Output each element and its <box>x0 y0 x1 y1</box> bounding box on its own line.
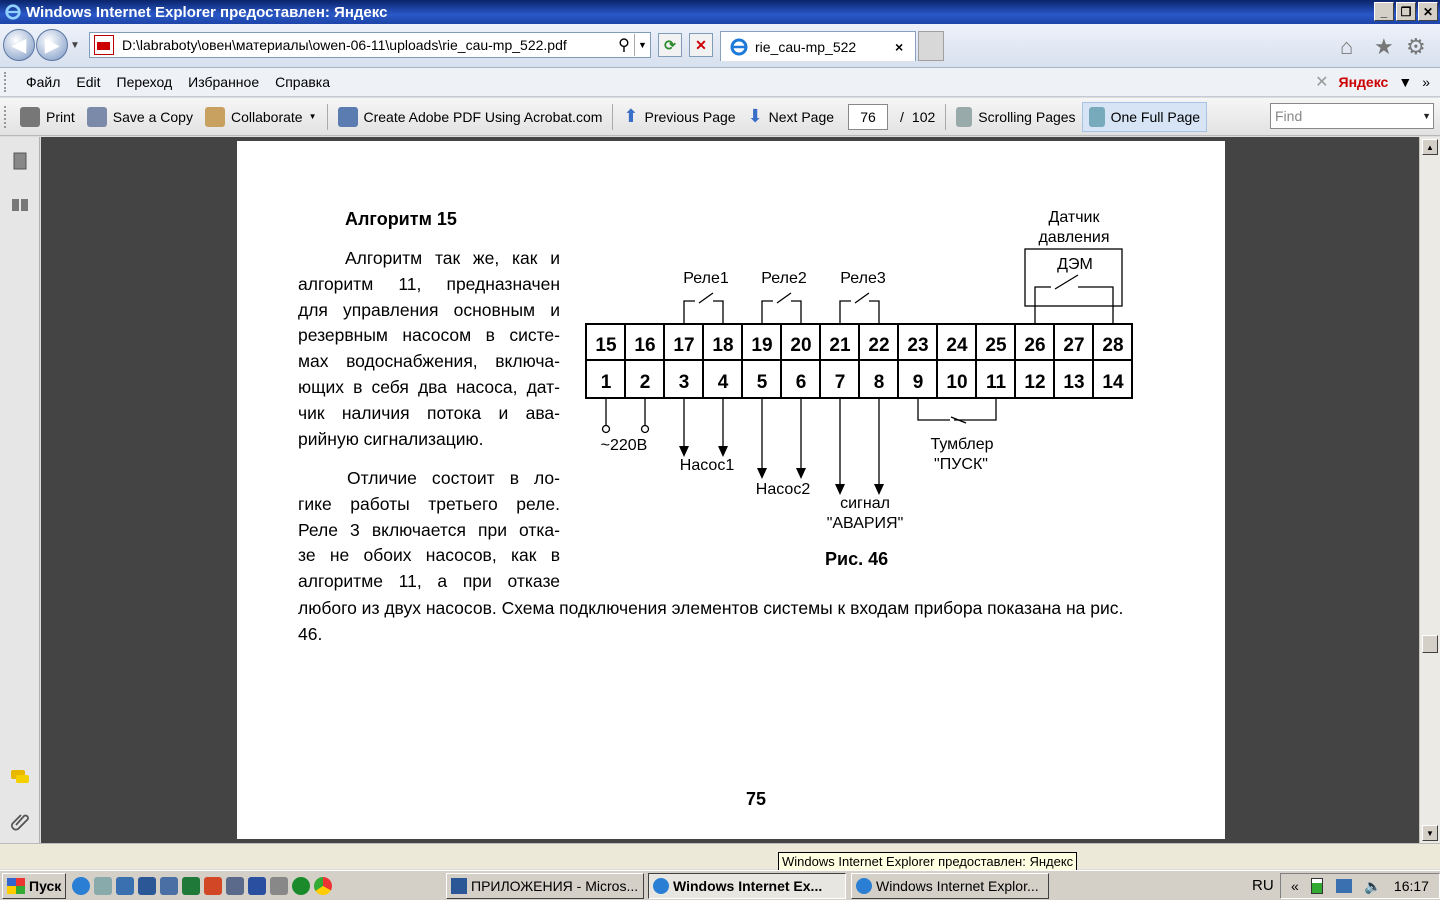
terminal-top-17: 17 <box>673 335 695 356</box>
terminal-top-19: 19 <box>751 335 773 356</box>
text-line: Отличие состоит в ло- <box>347 468 560 488</box>
scroll-thumb[interactable] <box>1422 635 1438 653</box>
find-placeholder: Find <box>1275 108 1303 124</box>
terminal-bottom-7: 7 <box>834 372 846 393</box>
terminal-bottom-9: 9 <box>912 372 924 393</box>
vertical-scrollbar[interactable] <box>1419 137 1440 843</box>
text-line: мах водоснабжения, включа- <box>298 351 560 372</box>
sensor-box-label: ДЭМ <box>1057 256 1093 273</box>
scroll-up-icon[interactable]: ▲ <box>1422 139 1438 155</box>
text-line: для управления основным и <box>298 299 560 320</box>
tab-close-icon[interactable]: × <box>895 38 904 55</box>
document-viewer[interactable] <box>41 137 1419 843</box>
close-toolbar-icon[interactable]: ✕ <box>1315 74 1329 91</box>
language-indicator[interactable]: RU <box>1252 877 1274 894</box>
text-line: алгоритме 11, а при отказе <box>298 571 560 592</box>
ie-task-icon <box>856 878 872 894</box>
next-page-button[interactable] <box>742 102 840 132</box>
excel-icon[interactable] <box>182 877 200 895</box>
history-dropdown-icon[interactable]: ▼ <box>70 40 80 51</box>
previous-page-button[interactable] <box>617 102 741 132</box>
word-icon[interactable] <box>138 877 156 895</box>
collaborate-dropdown-icon: ▼ <box>308 112 317 121</box>
text-line: Реле 3 включается при отка- <box>298 519 560 540</box>
attachments-paperclip-icon[interactable] <box>10 811 30 831</box>
switch-label-line1: Тумблер <box>930 436 994 453</box>
terminal-top-23: 23 <box>907 335 929 356</box>
acrobat-com-icon <box>338 107 358 127</box>
scrolling-pages-button[interactable] <box>950 102 1081 132</box>
save-copy-label: Save a Copy <box>112 108 193 125</box>
alarm-label-line1: сигнал <box>840 495 890 512</box>
terminal-bottom-8: 8 <box>873 372 885 393</box>
terminal-bottom-3: 3 <box>678 372 690 393</box>
toolbar-divider <box>945 104 946 130</box>
power-terminal-2 <box>642 426 649 433</box>
relay3-label: Реле3 <box>840 270 886 287</box>
yandex-dropdown-icon[interactable]: ▼ <box>1398 74 1413 90</box>
terminal-bottom-14: 14 <box>1102 372 1124 393</box>
pump1-arrow-a <box>679 446 689 457</box>
terminal-top-27: 27 <box>1063 335 1085 356</box>
taskbar-item-ie[interactable] <box>851 873 1049 899</box>
restore-button[interactable]: ❐ <box>1396 2 1416 21</box>
system-tray <box>1280 873 1440 899</box>
menu-file[interactable]: Файл <box>26 74 61 90</box>
battery-icon[interactable] <box>1311 878 1323 894</box>
algorithm-heading: Алгоритм 15 <box>345 209 457 229</box>
taskbar-item-label: Windows Internet Ex... <box>673 878 823 894</box>
sensor-label-line2: давления <box>1038 229 1110 246</box>
relay1-label: Реле1 <box>683 270 729 287</box>
terminal-bottom-10: 10 <box>946 372 968 393</box>
quick-launch <box>72 877 332 895</box>
address-dropdown-icon[interactable]: ▼ <box>634 34 650 56</box>
pdf-file-icon <box>94 35 114 55</box>
terminal-top-21: 21 <box>829 335 851 356</box>
network-icon[interactable] <box>1336 879 1352 893</box>
navigation-bar <box>0 24 1440 68</box>
menu-go[interactable]: Переход <box>116 74 173 90</box>
window-titlebar[interactable] <box>0 0 1440 24</box>
print-label: Print <box>46 108 75 125</box>
navigation-panel <box>0 137 40 843</box>
relay2-contact <box>762 293 801 324</box>
total-pages: 102 <box>911 108 936 125</box>
address-url[interactable]: D:\labraboty\овен\материалы\owen-06-11\uploads\rie_cau-mp_522.pdf <box>122 37 567 53</box>
text-line: чик наличия потока и ава- <box>298 402 560 423</box>
paragraph-1 <box>298 246 560 452</box>
taskbar-item-word[interactable] <box>446 873 644 899</box>
torrent-icon[interactable] <box>292 877 310 895</box>
home-icon[interactable]: ⌂ <box>1340 34 1354 59</box>
windows-flag-icon <box>7 878 25 894</box>
terminal-top-25: 25 <box>985 335 1007 356</box>
minimize-button[interactable]: _ <box>1374 2 1394 21</box>
acrobat-toolbar <box>0 98 1440 136</box>
figure-caption: Рис. 46 <box>825 549 889 569</box>
terminal-bottom-13: 13 <box>1063 372 1085 393</box>
word-doc-icon <box>451 878 467 894</box>
relay2-label: Реле2 <box>761 270 807 287</box>
text-line: ющих в себя два насоса, дат- <box>298 376 560 397</box>
back-arrow-icon: ◀ <box>12 34 26 55</box>
tool-icon[interactable] <box>270 877 288 895</box>
ie-tab-icon <box>729 37 749 57</box>
ie-quicklaunch-icon[interactable] <box>72 877 90 895</box>
terminal-top-28: 28 <box>1102 335 1124 356</box>
new-tab-button[interactable] <box>918 31 944 61</box>
terminal-bottom-2: 2 <box>639 372 651 393</box>
pump2-arrow-a <box>757 468 767 479</box>
pages-panel-icon[interactable] <box>10 151 30 171</box>
terminal-top-18: 18 <box>712 335 734 356</box>
pump2-arrow-b <box>796 468 806 479</box>
terminal-bottom-1: 1 <box>600 372 612 393</box>
toolbar-grip[interactable] <box>4 72 8 92</box>
start-button[interactable] <box>2 873 66 899</box>
pressure-sensor-contact <box>1035 275 1113 324</box>
menu-bar <box>0 68 1440 97</box>
yandex-toolbar <box>1315 68 1430 96</box>
collaborate-button[interactable] <box>199 102 323 132</box>
publisher-icon[interactable] <box>226 877 244 895</box>
text-line: гике работы третьего реле. <box>298 493 560 514</box>
terminal-top-15: 15 <box>595 335 617 356</box>
text-line: алгоритм 11, предназначен <box>298 273 560 294</box>
taskbar-item-label: ПРИЛОЖЕНИЯ - Micros... <box>471 878 639 894</box>
collaborate-label: Collaborate <box>230 108 303 125</box>
chrome-icon[interactable] <box>314 877 332 895</box>
start-switch-wires <box>918 398 996 420</box>
stop-button[interactable] <box>689 33 713 57</box>
start-label: Пуск <box>29 877 62 894</box>
yandex-brand[interactable]: Яндекс <box>1338 74 1389 90</box>
terminal-bottom-5: 5 <box>756 372 768 393</box>
collaborate-icon <box>205 107 225 127</box>
down-arrow-icon: ⬇ <box>747 106 763 126</box>
page-separator: / <box>900 108 904 125</box>
terminal-top-16: 16 <box>634 335 656 356</box>
page-number: 75 <box>746 789 767 809</box>
taskbar-item-ie-active[interactable] <box>648 873 846 899</box>
paragraph-2 <box>298 466 560 595</box>
terminal-top-22: 22 <box>868 335 890 356</box>
visio-icon[interactable] <box>248 877 266 895</box>
menu-help[interactable]: Справка <box>275 74 331 90</box>
wiring-diagram <box>573 199 1133 539</box>
one-full-page-button[interactable] <box>1082 102 1208 132</box>
taskbar <box>0 870 1440 900</box>
menu-favorites[interactable]: Избранное <box>188 74 260 90</box>
terminal-bottom-11: 11 <box>985 372 1007 393</box>
taskbar-item-label: Windows Internet Explor... <box>876 878 1039 894</box>
scrolling-pages-label: Scrolling Pages <box>978 108 1076 125</box>
pump1-label: Насос1 <box>679 457 735 474</box>
save-disk-icon <box>87 107 107 127</box>
address-bar[interactable] <box>89 32 651 58</box>
pdf-page <box>237 141 1225 839</box>
media-icon[interactable] <box>116 877 134 895</box>
power-terminal-1 <box>603 426 610 433</box>
print-button[interactable] <box>14 102 81 132</box>
show-desktop-icon[interactable] <box>94 877 112 895</box>
page-number-input[interactable]: 76 <box>848 104 888 130</box>
forward-arrow-icon: ▶ <box>45 34 59 55</box>
printer-icon <box>20 107 40 127</box>
alarm-label-line2: "АВАРИЯ" <box>826 515 904 532</box>
forward-button[interactable] <box>36 29 68 61</box>
stop-icon: ✕ <box>695 36 707 53</box>
terminal-bottom-12: 12 <box>1024 372 1046 393</box>
terminal-top-20: 20 <box>790 335 812 356</box>
volume-icon[interactable]: 🔈 <box>1364 877 1382 894</box>
clock: 16:17 <box>1393 878 1429 894</box>
toolbar-divider <box>612 104 613 130</box>
terminal-bottom-4: 4 <box>717 372 729 393</box>
ie-logo-icon <box>4 3 22 21</box>
refresh-icon: ⟳ <box>664 36 676 53</box>
create-pdf-button[interactable] <box>332 102 609 132</box>
alarm-arrow-b <box>874 484 884 495</box>
paragraph-2-tail: любого из двух насосов. Схема подключения элементов системы к входам прибора показана на рис. 46. <box>298 598 1124 644</box>
previous-page-label: Previous Page <box>644 108 736 125</box>
power-label: ~220В <box>600 437 648 454</box>
refresh-button[interactable] <box>658 33 682 57</box>
toolbar-divider <box>327 104 328 130</box>
bookmarks-panel-icon[interactable] <box>10 195 30 215</box>
text-line: резервным насосом в систе- <box>298 325 560 346</box>
one-full-page-label: One Full Page <box>1110 108 1201 125</box>
alarm-arrow-a <box>835 484 845 495</box>
outlook-icon[interactable] <box>160 877 178 895</box>
comments-panel-icon[interactable] <box>10 767 30 787</box>
browser-tab[interactable] <box>720 31 916 61</box>
find-dropdown-icon[interactable]: ▼ <box>1422 111 1431 121</box>
next-page-label: Next Page <box>768 108 835 125</box>
tray-expand-chevron[interactable]: « <box>1291 878 1299 894</box>
window-title: Windows Internet Explorer предоставлен: Яндекс <box>26 3 388 21</box>
terminal-top-26: 26 <box>1024 335 1046 356</box>
tab-label: rie_cau-mp_522 <box>755 38 857 55</box>
close-window-button[interactable]: ✕ <box>1418 2 1438 21</box>
ie-task-icon <box>653 878 669 894</box>
text-line: Алгоритм так же, как и <box>345 248 560 268</box>
terminal-bottom-6: 6 <box>795 372 807 393</box>
create-pdf-label: Create Adobe PDF Using Acrobat.com <box>363 108 603 125</box>
one-full-page-icon <box>1089 107 1105 127</box>
tools-gear-icon[interactable]: ⚙ <box>1406 34 1426 59</box>
favorites-star-icon[interactable]: ★ <box>1374 34 1394 59</box>
status-bar <box>0 843 1440 869</box>
terminal-top-24: 24 <box>946 335 968 356</box>
relay1-contact <box>684 293 723 324</box>
terminal-block <box>586 324 1132 398</box>
back-button[interactable] <box>3 29 35 61</box>
scroll-down-icon[interactable]: ▼ <box>1422 825 1438 841</box>
find-input[interactable] <box>1270 103 1434 129</box>
menu-edit[interactable]: Edit <box>76 74 101 90</box>
text-line: зе не обоих насосов, как в <box>298 545 560 566</box>
relay3-contact <box>840 293 879 324</box>
up-arrow-icon: ⬆ <box>623 106 639 126</box>
save-copy-button[interactable] <box>81 102 199 132</box>
pump1-arrow-b <box>718 446 728 457</box>
yandex-more[interactable]: » <box>1422 74 1430 90</box>
toolbar-grip[interactable] <box>4 106 8 128</box>
sensor-label-line1: Датчик <box>1048 209 1100 226</box>
scrolling-pages-icon <box>956 107 972 127</box>
switch-label-line2: "ПУСК" <box>934 456 988 473</box>
text-line: рийную сигнализацию. <box>298 428 484 449</box>
powerpoint-icon[interactable] <box>204 877 222 895</box>
tooltip: Windows Internet Explorer предоставлен: Яндекс <box>778 852 1077 872</box>
search-icon[interactable]: ⚲ <box>618 37 630 54</box>
pump2-label: Насос2 <box>755 481 811 498</box>
